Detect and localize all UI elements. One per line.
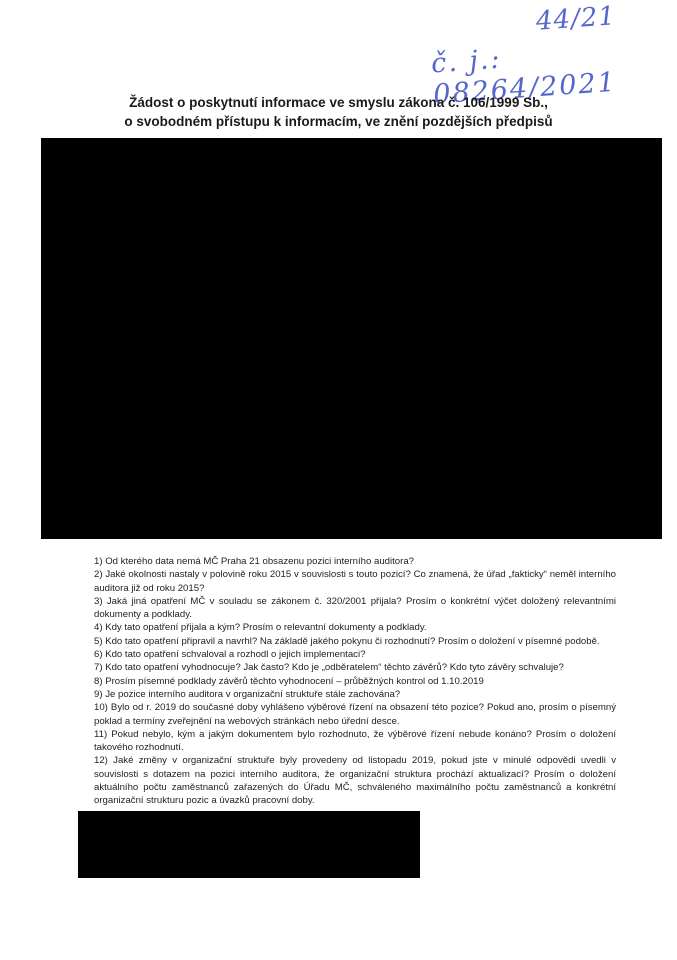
redacted-block-top [41,138,662,539]
question-item: 8) Prosím písemné podklady závěrů těchto vyhodnocení – průběžných kontrol od 1.10.2019 [94,675,484,687]
handwritten-number: 44/21 [535,1,617,37]
redacted-block-bottom [78,811,420,878]
question-item: 3) Jaká jiná opatření MČ v souladu se zákonem č. 320/2001 přijala? Prosím o konkrétní výčet doložený relevantními dokumenty a podklady. [94,595,616,621]
question-item: 9) Je pozice interního auditora v organizační struktuře stále zachována? [94,688,401,700]
question-item: 1) Od kterého data nemá MČ Praha 21 obsazenu pozici interního auditora? [94,556,414,567]
question-item: 6) Kdo tato opatření schvaloval a rozhodl o jejich implementaci? [94,649,366,661]
question-item: 5) Kdo tato opatření připravil a navrhl? Na základě jakého pokynu či rozhodnutí? Prosím o doložení v písemné podobě. [94,635,600,647]
question-list [94,555,616,808]
question-item: 7) Kdo tato opatření vyhodnocuje? Jak často? Kdo je „odběratelem“ těchto závěrů? Kdo tyto závěry schvaluje? [94,662,564,674]
question-item: 12) Jaké změny v organizační struktuře byly provedeny od listopadu 2019, pokud jste v minulé odpovědi uvedli v souvislosti s dotazem na pozici interního auditora, že organizační struktura prochází aktualizací? Prosím o doložení aktuálního počtu zaměstnanců zařazených do Úřadu MČ, schváleného maximálního počtu zaměstnanců a konkrétní organizační strukturu pozic a úvazků pracovní doby. [94,755,616,807]
handwritten-reference: č. j.: 08264/2021 [430,43,618,111]
question-item: 11) Pokud nebylo, kým a jakým dokumentem bylo rozhodnuto, že výběrové řízení nebude konáno? Prosím o doložení takového rozhodnutí. [94,728,616,754]
question-item: 4) Kdy tato opatření přijala a kým? Prosím o relevantní dokumenty a podklady. [94,622,427,634]
title-line-1: Žádost o poskytnutí informace ve smyslu zákona č. 106/1999 Sb., [129,95,548,110]
page-title [0,93,677,131]
question-item: 10) Bylo od r. 2019 do současné doby vyhlášeno výběrové řízení na obsazení této pozice? Pokud ano, prosím o písemný poklad a termíny zveřejnění na webových stránkách nebo úřední desce. [94,702,616,727]
question-item: 2) Jaké okolnosti nastaly v polovině roku 2015 v souvislosti s touto pozicí? Co znamená, že úřad „fakticky“ neměl interního auditora již od roku 2015? [94,569,616,594]
title-line-2: o svobodném přístupu k informacím, ve znění pozdějších předpisů [124,114,553,129]
